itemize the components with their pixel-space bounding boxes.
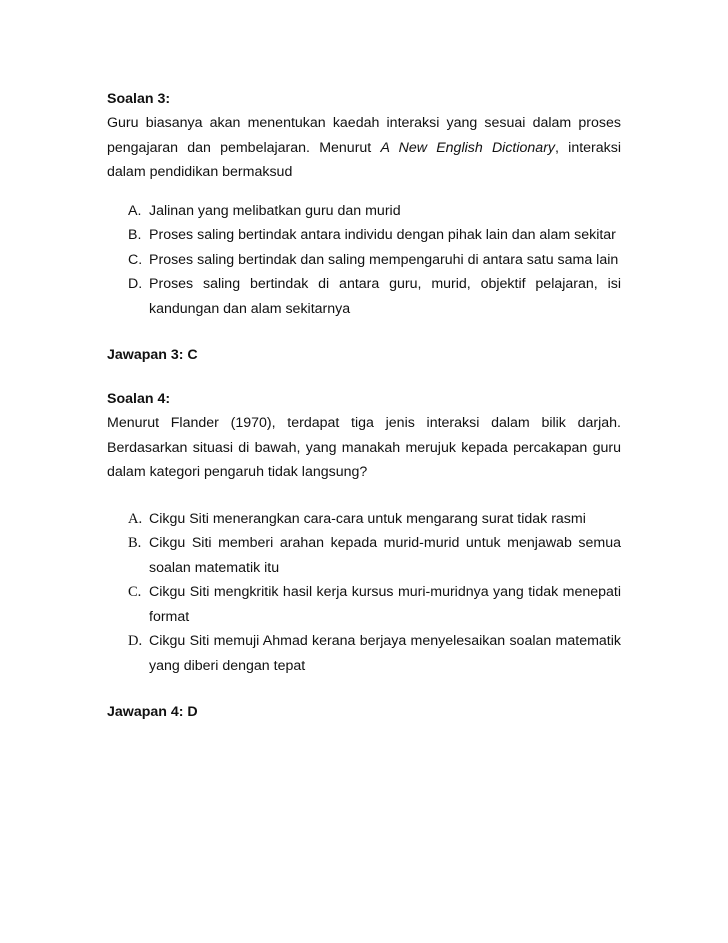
question-3-option-a [107, 199, 621, 224]
option-text: Proses saling bertindak di antara guru, murid, objektif pelajaran, isi kandungan dan alam sekitarnya [149, 276, 621, 317]
question-3-option-b [107, 223, 621, 248]
question-4-options [107, 507, 621, 679]
option-letter: B. [128, 535, 142, 551]
option-letter: C. [128, 584, 142, 600]
option-text: Proses saling bertindak antara individu dengan pihak lain dan alam sekitar [149, 227, 616, 243]
document-content [107, 87, 621, 724]
question-3-body-text: Guru biasanya akan menentukan kaedah interaksi yang sesuai dalam proses pengajaran dan pembelajaran. Menurut [107, 115, 621, 156]
option-letter: D. [128, 633, 143, 649]
option-text: Cikgu Siti menerangkan cara-cara untuk mengarang surat tidak rasmi [149, 510, 586, 527]
option-letter: A. [128, 202, 142, 219]
option-letter: A. [128, 510, 143, 527]
question-4-option-d [107, 629, 621, 678]
option-letter: B. [128, 227, 142, 243]
question-4-answer: Jawapan 4: D [107, 704, 198, 720]
question-3-answer: Jawapan 3: C [107, 347, 198, 363]
question-3-options [107, 199, 621, 322]
question-4-option-c [107, 580, 621, 629]
option-letter: D. [128, 276, 143, 292]
question-3-heading: Soalan 3: [107, 91, 171, 107]
option-text: Proses saling bertindak dan saling mempengaruhi di antara satu sama lain [149, 251, 619, 268]
question-4-body: Menurut Flander (1970), terdapat tiga jenis interaksi dalam bilik darjah. Berdasarkan situasi di bawah, yang manakah merujuk kepada percakapan guru dalam kategori pengaruh tidak langsung? [107, 415, 621, 480]
question-3-option-d [107, 272, 621, 321]
option-text: Cikgu Siti memberi arahan kepada murid-murid untuk menjawab semua soalan matematik itu [149, 535, 621, 576]
option-text: Jalinan yang melibatkan guru dan murid [149, 202, 401, 219]
question-3-option-c [107, 248, 621, 273]
question-4-option-b [107, 531, 621, 580]
question-4-option-a [107, 507, 621, 532]
dictionary-title: A New English Dictionary [380, 139, 556, 156]
option-letter: C. [128, 251, 143, 268]
option-text: Cikgu Siti mengkritik hasil kerja kursus muri-muridnya yang tidak menepati format [149, 584, 621, 625]
question-4-heading: Soalan 4: [107, 391, 171, 407]
option-text: Cikgu Siti memuji Ahmad kerana berjaya menyelesaikan soalan matematik yang diberi dengan tepat [149, 633, 621, 674]
question-3-body [107, 111, 621, 185]
question-3-body-tail: , interaksi dalam pendidikan bermaksud [107, 139, 621, 180]
